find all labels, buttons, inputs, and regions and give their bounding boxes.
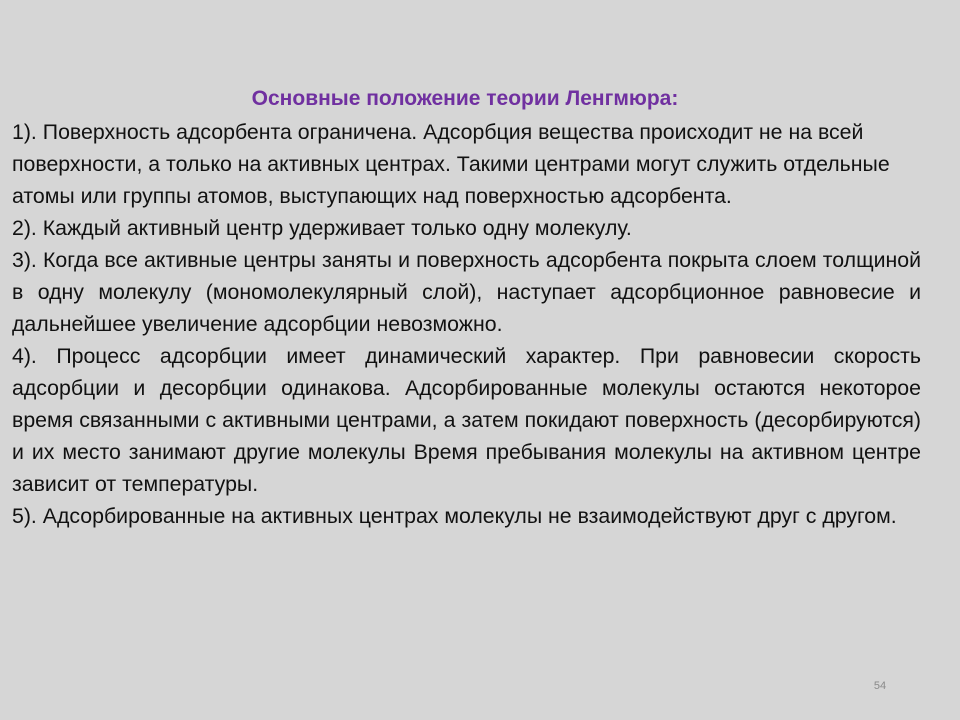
paragraph-2: 2). Каждый активный центр удерживает только одну молекулу. [12, 216, 632, 240]
page-number: 54 [873, 680, 887, 692]
paragraph-1: 1). Поверхность адсорбента ограничена. Адсорбция вещества происходит не на всей поверхности, а только на активных центрах. Такими центрами могут служить отдельные атомы или группы атомов, выступающих над поверхностью адсорбента. [12, 120, 890, 208]
slide-title: Основные положение теории Ленгмюра: [251, 87, 679, 110]
paragraph-3: 3). Когда все активные центры заняты и поверхность адсорбента покрыта слоем толщиной в одну молекулу (мономолекулярный слой), наступает адсорбционное равновесие и дальнейшее увеличение адсорбции невозможно. [12, 248, 921, 336]
paragraph-5: 5). Адсорбированные на активных центрах молекулы не взаимодействуют друг с другом. [12, 504, 897, 528]
paragraph-4: 4). Процесс адсорбции имеет динамический характер. При равновесии скорость адсорбции и десорбции одинакова. Адсорбированные молекулы остаются некоторое время связанными с активными центрами, а затем покидают поверхность (десорбируются) и их место занимают другие молекулы Время пребывания молекулы на активном центре зависит от температуры. [12, 344, 921, 496]
slide-body [12, 116, 921, 532]
